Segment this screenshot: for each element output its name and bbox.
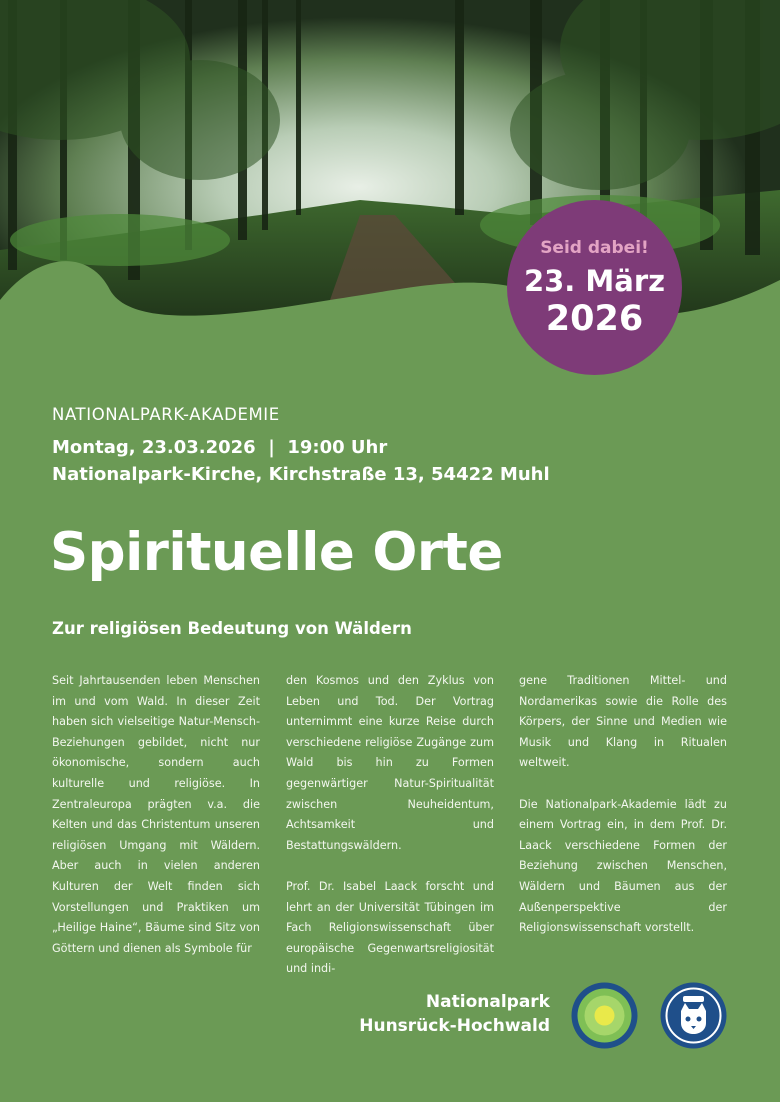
badge-kicker: Seid dabei! [540, 237, 649, 258]
page-subtitle: Zur religiösen Bedeutung von Wäldern [52, 619, 412, 638]
paragraph: Prof. Dr. Isabel Laack forscht und lehrt an der Universität Tübingen im Fach Religionswissenschaft über europäische Gegenwartsreligiosität und indi- [286, 879, 494, 976]
badge-year: 2026 [545, 298, 644, 339]
badge-date: 23. März [523, 263, 666, 298]
nationalpark-sun-logo-icon [570, 981, 639, 1050]
paragraph: Die Nationalpark-Akademie lädt zu einem Vortrag ein, in dem Prof. Dr. Laack verschiedene Formen der Beziehung zwischen Menschen, Wäldern und Bäumen aus der Außenperspektive der Religionswissenschaft vorstellt. [519, 797, 727, 935]
paragraph: Seit Jahrtausenden leben Menschen im und vom Wald. In dieser Zeit haben sich vielseitige Natur-Mensch-Beziehungen gebildet, nicht nur ökonomische, sondern auch kulturelle und religiöse. In Zentraleuropa prägten v.a. die Kelten und das Christentum unseren religiösen Umgang mit Wäldern. Aber auch in vielen anderen Kulturen der Welt finden sich Vorstellungen und Praktiken um „Heilige Haine“, Bäume sind Sitz von Göttern und dienen als Symbole für [52, 674, 260, 955]
page-title: Spirituelle Orte [50, 522, 503, 583]
text-column-1 [52, 671, 260, 980]
nationalpark-brand [359, 990, 550, 1038]
paragraph: gene Traditionen Mittel- und Nordamerikas sowie die Rolle des Körpers, der Sinne und Medien wie Musik und Klang in Ritualen weltweit. [519, 674, 727, 770]
brand-line-1: Nationalpark [425, 992, 550, 1012]
paragraph: den Kosmos und den Zyklus von Leben und Tod. Der Vortrag unternimmt eine kurze Reise durch verschiedene religiöse Zugänge zum Wald bis hin zu Formen gegenwärtiger Natur-Spiritualität zwischen Neuheidentum, Achtsamkeit und Bestattungswäldern. [286, 674, 494, 852]
wildcat-logo-icon [659, 981, 728, 1050]
date-badge [507, 200, 682, 375]
brand-line-2: Hunsrück-Hochwald [359, 1016, 550, 1036]
event-date-time: Montag, 23.03.2026 | 19:00 Uhr [52, 437, 388, 458]
academy-label: NATIONALPARK-AKADEMIE [52, 405, 280, 424]
event-location: Nationalpark-Kirche, Kirchstraße 13, 54422 Muhl [52, 464, 550, 485]
text-column-2 [286, 671, 494, 1001]
text-column-3 [519, 671, 727, 959]
